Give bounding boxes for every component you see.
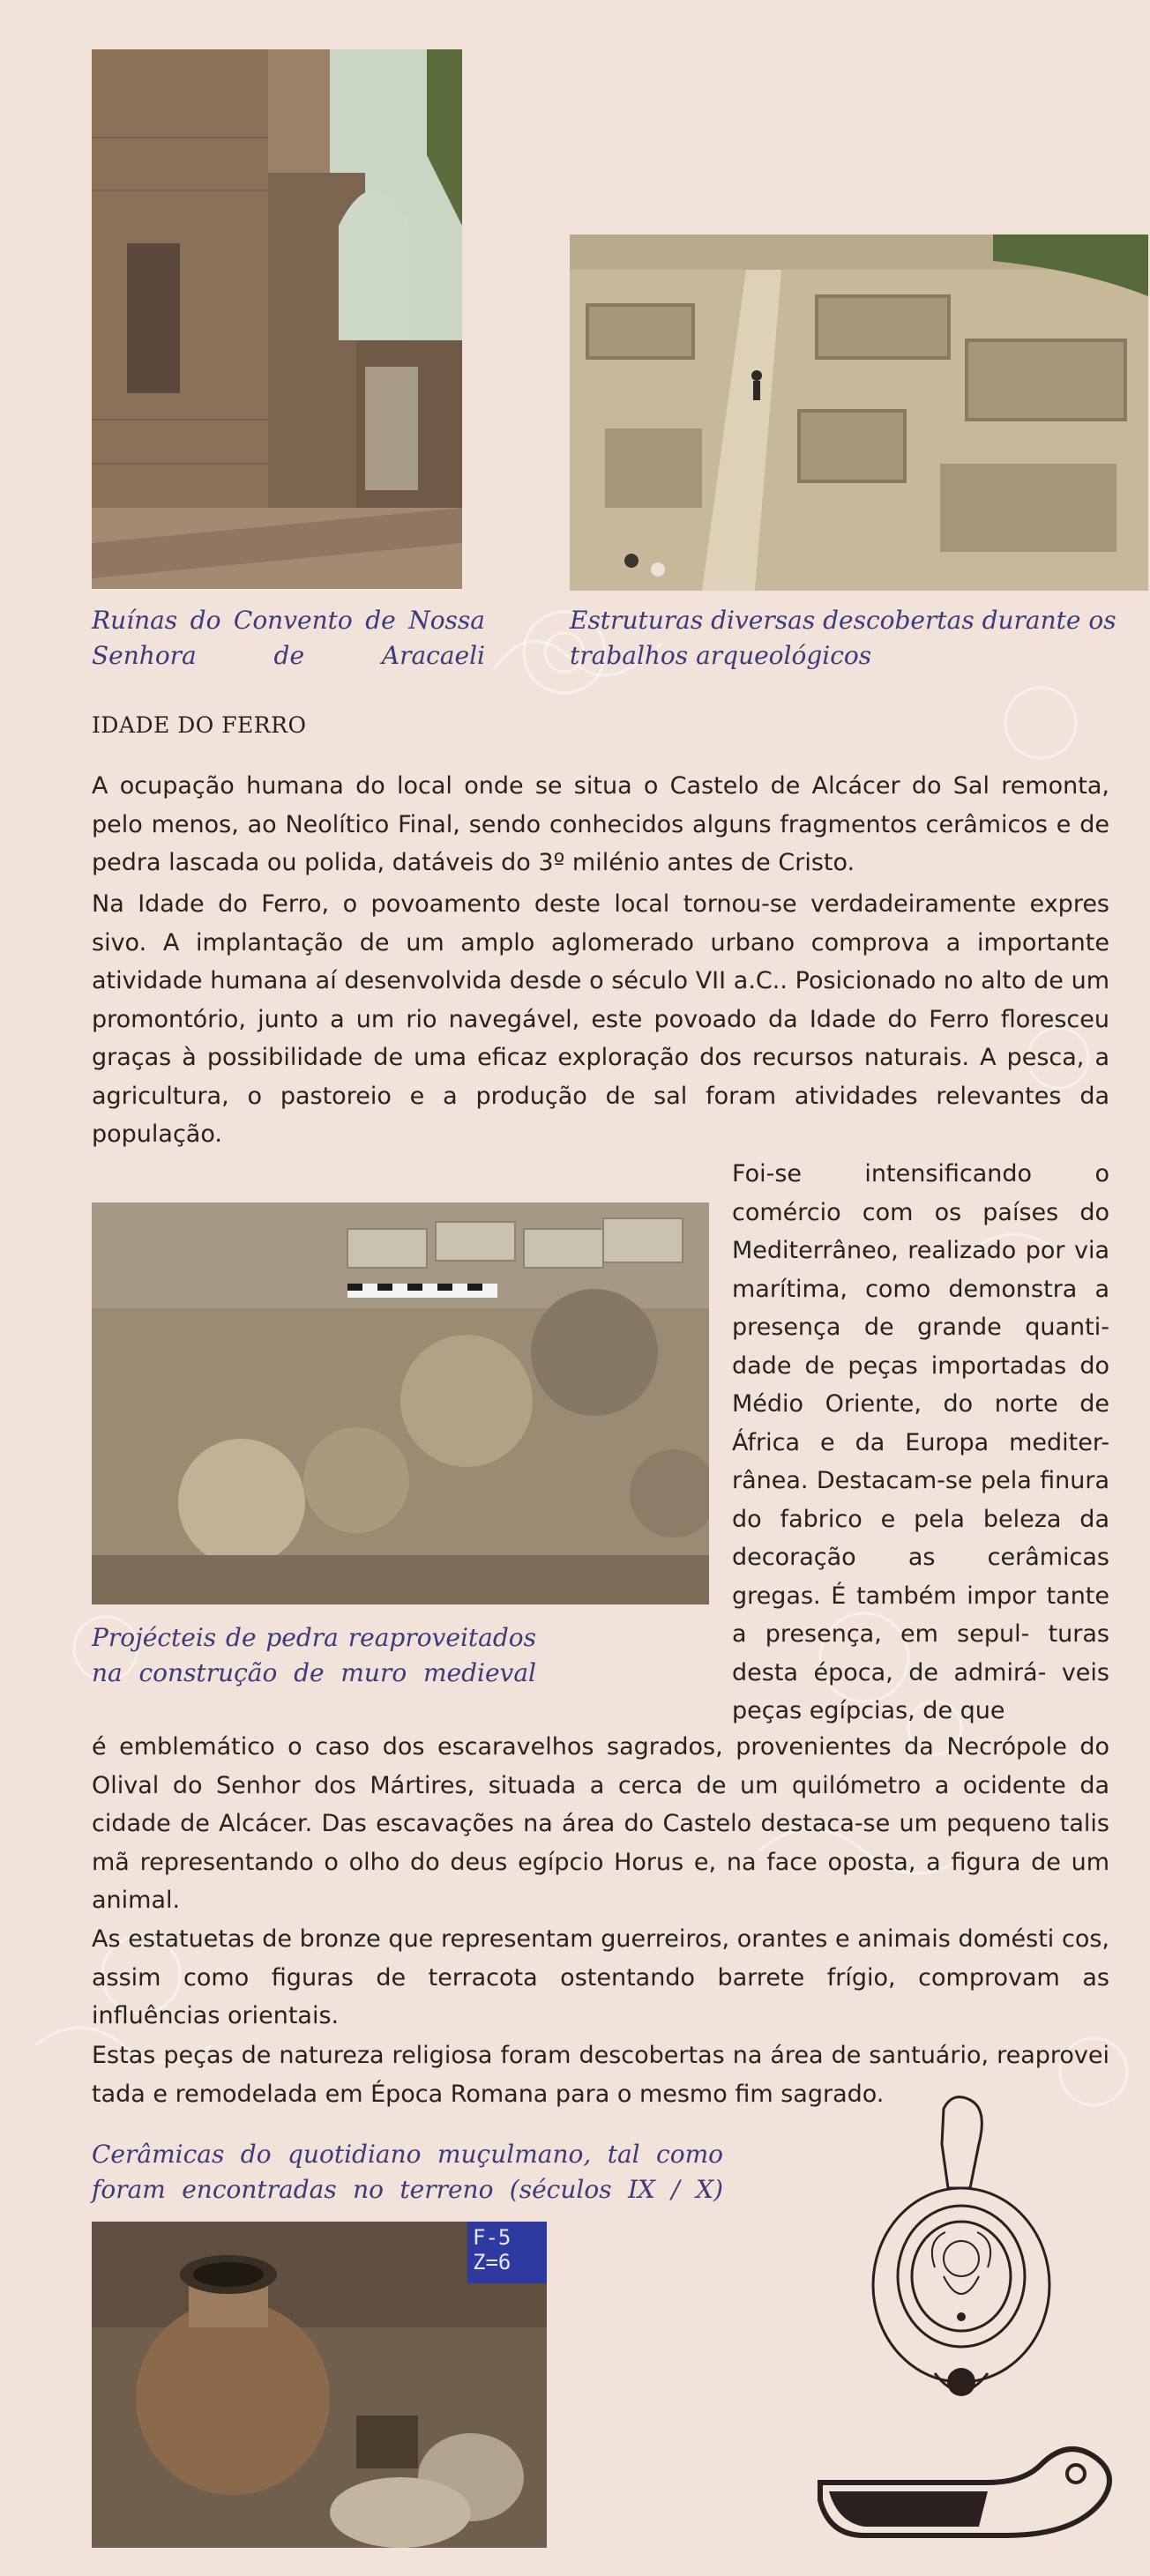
tag-line-1: F-5 — [473, 2225, 512, 2250]
ruins-photo — [92, 49, 462, 589]
projectiles-photo — [92, 1202, 709, 1604]
excavation-caption: Estruturas diversas descobertas durante os trabalhos arqueológicos — [570, 606, 1116, 670]
excavation-photo — [570, 235, 1148, 591]
ceramics-photo — [92, 2222, 547, 2548]
ruins-caption: Ruínas do Convento de Nossa Senhora de Aracaeli — [92, 606, 485, 670]
paragraph-3-continued: é emblemático o caso dos escaravelhos sagrados, provenientes da Necrópole do Olival do Senhor dos Mártires, situada a cerca de um quilómetro a ocidente da cidade de Alcácer. Das escavações na área do Castelo destaca-se um pequeno talis mã representando o olho do deus egípcio Horus e, na face oposta, a figura de um animal. — [92, 1733, 1109, 1914]
projectiles-caption: Projécteis de pedra reaproveitados na construção de muro medieval — [92, 1623, 536, 1687]
tag-line-2: Z=6 — [473, 2250, 512, 2274]
oil-lamp-drawing — [864, 2091, 1062, 2408]
ceramics-caption: Cerâmicas do quotidiano muçulmano, tal como foram encontradas no terreno (séculos IX / X) — [92, 2140, 723, 2204]
paragraph-3-column: Foi-se intensificando o comércio com os países do Mediterrâneo, realizado por via marítima, como demonstra a presença de grande quanti- dade de peças importadas do Médio Oriente, do norte de África e da Europa mediter- rânea. Destacam-se pela finura do fabrico e pela beleza da decoração as cerâmicas gregas. É também impor tante a presença, em sepul- turas desta época, de admirá- veis peças egípcias, de que — [732, 1160, 1109, 1724]
section-title: IDADE DO FERRO — [92, 712, 307, 738]
paragraph-5: Estas peças de natureza religiosa foram descobertas na área de santuário, reaprovei tada e remodelada em Época Romana para o mesmo fim sagrado. — [92, 2042, 1109, 2108]
oil-lamp-profile-drawing — [811, 2438, 1129, 2553]
paragraph-4: As estatuetas de bronze que representam guerreiros, orantes e animais domésti cos, assim como figuras de terracota ostentando barrete frígio, comprovam as influências orientais. — [92, 1925, 1109, 2029]
excavation-tag — [473, 2225, 511, 2274]
paragraph-2: Na Idade do Ferro, o povoamento deste local tornou-se verdadeiramente expres sivo. A implantação de um amplo aglomerado urbano comprova a importante atividade humana aí desenvolvida desde o século VII a.C.. Posicionado no alto de um promontório, junto a um rio navegável, este povoado da Idade do Ferro floresceu graças à possibilidade de uma eficaz exploração dos recursos naturais. A pesca, a agricultura, o pastoreio e a produção de sal foram atividades relevantes da população. — [92, 890, 1109, 1148]
paragraph-1: A ocupação humana do local onde se situa o Castelo de Alcácer do Sal remonta, pelo menos, ao Neolítico Final, sendo conhecidos alguns fragmentos cerâmicos e de pedra lascada ou polida, datáveis do 3º milénio antes de Cristo. — [92, 772, 1109, 876]
